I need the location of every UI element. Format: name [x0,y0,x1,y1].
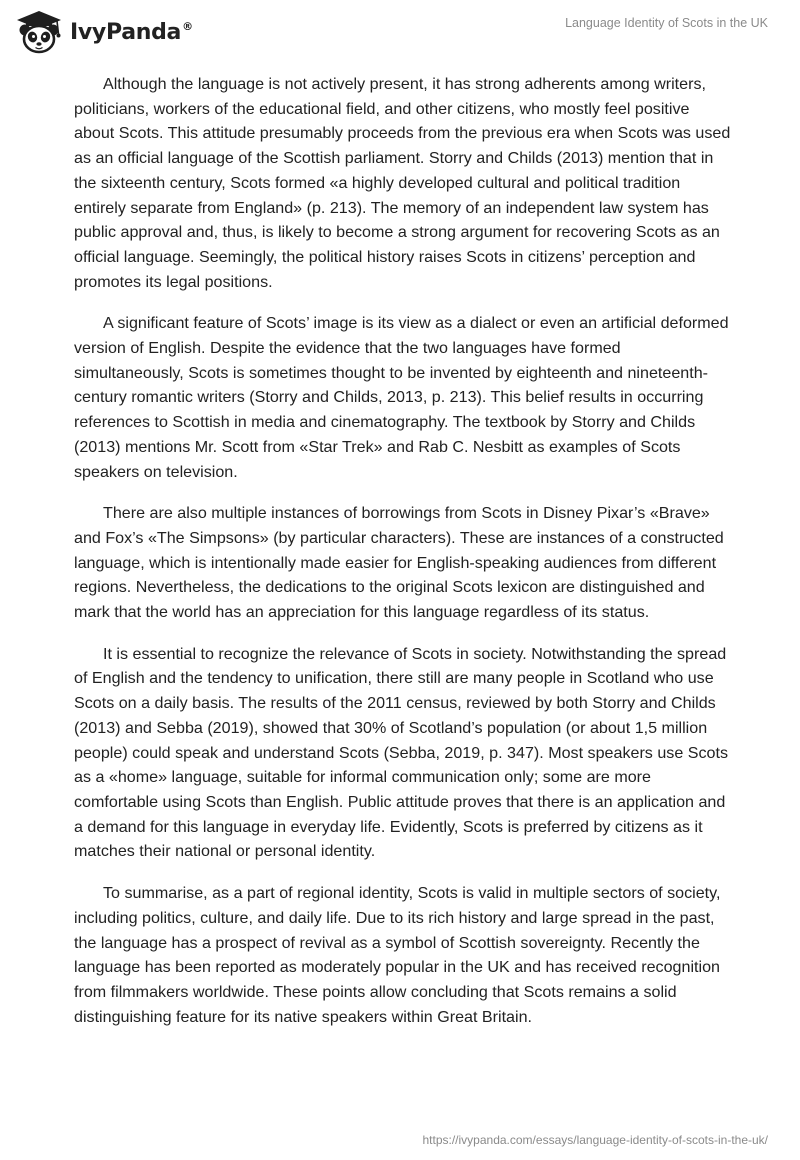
brand-logo[interactable] [14,9,193,55]
paragraph: To summarise, as a part of regional identity, Scots is valid in multiple sectors of society, including politics, culture, and daily life. Due to its rich history and large spread in the past, the language has a prospect of revival as a symbol of Scottish sovereignty. Recently the language has been reported as moderately popular in the UK and has received recognition from filmmakers worldwide. These points allow concluding that Scots remains a solid distinguishing feature for its native speakers within Great Britain. [74,884,721,1026]
paragraph: Although the language is not actively present, it has strong adherents among writers, politicians, workers of the educational field, and other citizens, who mostly feel positive about Scots. This attitude presumably proceeds from the previous era when Scots was used as an official language of the Scottish parliament. Storry and Childs (2013) mention that in the sixteenth century, Scots formed «a highly developed cultural and political tradition entirely separate from England» (p. 213). The memory of an independent law system has public approval and, thus, is likely to become a strong argument for recovering Scots as an official language. Seemingly, the political history raises Scots in citizens’ perception and promotes its legal positions. [74,75,731,291]
document-title: Language Identity of Scots in the UK [565,16,768,30]
paragraph: It is essential to recognize the relevance of Scots in society. Notwithstanding the spread of English and the tendency to unification, there still are many people in Scotland who use Scots on a daily basis. The results of the 2011 census, reviewed by both Storry and Childs (2013) and Sebba (2019), showed that 30% of Scotland’s population (or about 1,5 million people) could speak and understand Scots (Sebba, 2019, p. 347). Most speakers use Scots as a «home» language, suitable for informal communication only; some are more comfortable using Scots than English. Public attitude proves that there is an application and a demand for this language in everyday life. Evidently, Scots is preferred by citizens as it matches their national or personal identity. [74,644,728,861]
brand-name: IvyPanda® [70,19,193,45]
panda-graduate-icon [14,9,64,55]
paragraph: There are also multiple instances of borrowings from Scots in Disney Pixar’s «Brave» and Fox’s «The Simpsons» (by particular characters). These are instances of a constructed language, which is intentionally made easier for English-speaking audiences from different regions. Nevertheless, the dedications to the original Scots lexicon are distinguished and mark that the world has an appreciation for this language regardless of its status. [74,504,724,622]
source-url[interactable]: https://ivypanda.com/essays/language-identity-of-scots-in-the-uk/ [422,1133,768,1147]
paragraph: A significant feature of Scots’ image is its view as a dialect or even an artificial deformed version of English. Despite the evidence that the two languages have formed simultaneously, Scots is sometimes thought to be invented by eighteenth and nineteenth-century romantic writers (Storry and Childs, 2013, p. 213). This belief results in occurring references to Scottish in media and cinematography. The textbook by Storry and Childs (2013) mentions Mr. Scott from «Star Trek» and Rab C. Nesbitt as examples of Scots speakers on television. [74,314,729,481]
page-header [0,0,800,60]
essay-body [74,72,734,1046]
